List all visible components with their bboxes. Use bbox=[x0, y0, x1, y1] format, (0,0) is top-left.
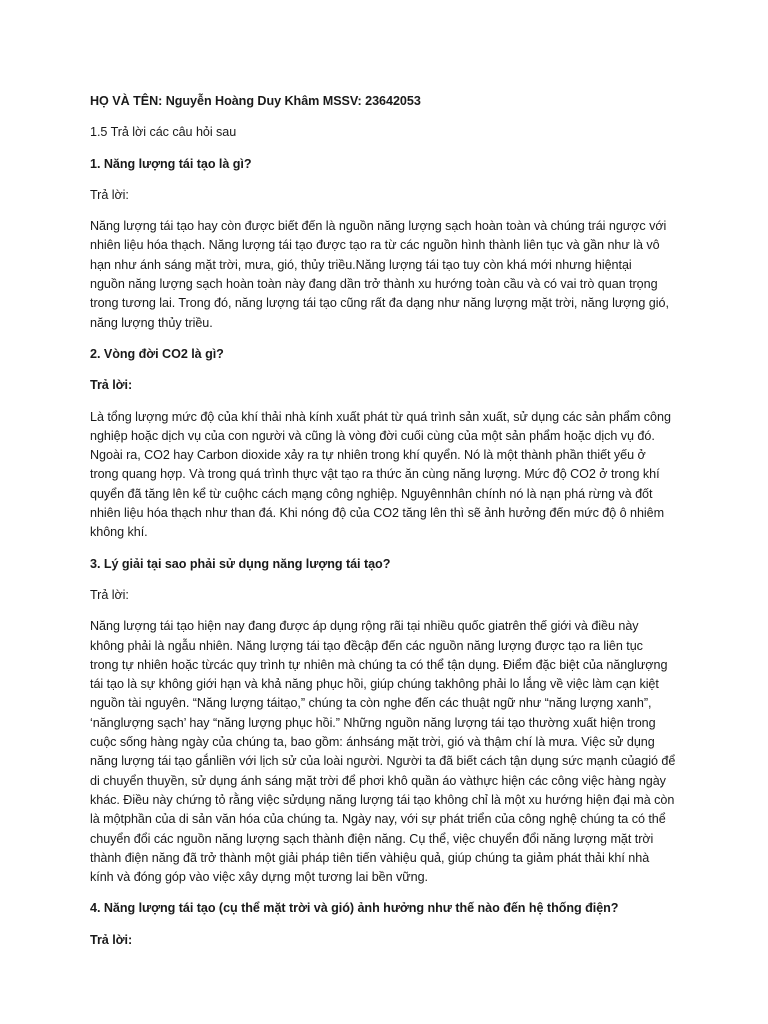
question-3-answer: Năng lượng tái tạo hiện nay đang được áp dụng rộng rãi tại nhiều quốc giatrên thế giới và điều này không phải là ngẫu nhiên. Năng lượng tái tạo đềcập đến các nguồn năng lượng được tạo ra liên tục trong tự nhiên hoặc từcác quy trình tự nhiên mà chúng ta có thể tận dụng. Điểm đặc biệt của nănglượng tái tạo là sự không giới hạn và khả năng phục hồi, giúp chúng takhông phải lo lắng về việc làm cạn kiệt nguồn tài nguyên. “Năng lượng táitạo,” chúng ta còn nghe đến các thuật ngữ như “năng lượng xanh”, ‘nănglượng sạch’ hay “năng lượng phục hồi.” Những nguồn năng lượng tái tạo thường xuất hiện trong cuộc sống hàng ngày của chúng ta, bao gồm: ánhsáng mặt trời, gió và thậm chí là mưa. Việc sử dụng năng lượng tái tạo gắnliền với lịch sử của loài người. Người ta đã biết cách tận dụng sức mạnh củagió để di chuyển thuyền, sử dụng ánh sáng mặt trời để phơi khô quần áo vàthực hiện các công việc hàng ngày khác. Điều này chứng tỏ rằng việc sửdụng năng lượng tái tạo không chỉ là một xu hướng hiện đại mà còn là mộtphần của di sản văn hóa của chúng ta. Ngày nay, với sự phát triển của công nghệ chúng ta có thể chuyển đổi các nguồn năng lượng sạch thành điện năng. Cụ thể, việc chuyển đổi năng lượng mặt trời thành điện năng đã trở thành một giải pháp tiên tiến vàhiệu quả, giúp chúng ta giảm phát thải khí nhà kính và đóng góp vào việc xây dựng một tương lai bền vững. bbox=[90, 619, 676, 885]
question-3-section bbox=[90, 555, 690, 888]
question-1-answer: Năng lượng tái tạo hay còn được biết đến là nguồn năng lượng sạch hoàn toàn và chúng trái ngược với nhiên liệu hóa thạch. Năng lượng tái tạo được tạo ra từ các nguồn hình thành liên tục và gần như là vô hạn như ánh sáng mặt trời, mưa, gió, thủy triều.Năng lượng tái tạo tuy còn khá mới nhưng hiệntại nguồn năng lượng sạch hoàn toàn này đang dần trở thành xu hướng toàn cầu và có vai trò quan trọng trong tương lai. Trong đó, năng lượng tái tạo cũng rất đa dạng như năng lượng mặt trời, năng lượng gió, năng lượng thủy triều. bbox=[90, 219, 669, 330]
instruction-text: 1.5 Trả lời các câu hỏi sau bbox=[90, 125, 237, 140]
document-page bbox=[90, 92, 690, 962]
question-1-answer-label: Trả lời: bbox=[90, 187, 129, 202]
question-1-section bbox=[90, 155, 690, 333]
question-2-answer: Là tổng lượng mức độ của khí thải nhà kính xuất phát từ quá trình sản xuất, sử dụng các sản phẩm công nghiệp hoặc dịch vụ của con người và cũng là vòng đời cuối cùng của một sản phẩm hoặc dịch vụ đó. Ngoài ra, CO2 hay Carbon dioxide xảy ra tự nhiên trong khí quyển. Nó là một thành phần thiết yếu ở trong quang hợp. Và trong quá trình thực vật tạo ra thức ăn cùng năng lượng. Mức độ CO2 ở trong khí quyển đã tăng lên kể từ cuộhc cách mạng công nghiệp. Nguyênnhân chính nó là nạn phá rừng và đốt nhiên liệu hóa thạch như than đá. Khi nóng độ của CO2 tăng lên thì sẽ ảnh hưởng đến mức độ ô nhiêm không khí. bbox=[90, 409, 671, 540]
question-1-title: 1. Năng lượng tái tạo là gì? bbox=[90, 156, 252, 171]
question-4-answer-label: Trả lời: bbox=[90, 932, 133, 947]
question-2-answer-label: Trả lời: bbox=[90, 378, 133, 393]
question-2-title: 2. Vòng đời CO2 là gì? bbox=[90, 346, 224, 361]
question-3-title: 3. Lý giải tại sao phải sử dụng năng lượng tái tạo? bbox=[90, 556, 391, 571]
student-header: HỌ VÀ TÊN: Nguyễn Hoàng Duy Khâm MSSV: 23642053 bbox=[90, 94, 421, 108]
question-2-section bbox=[90, 345, 690, 543]
question-3-answer-label: Trả lời: bbox=[90, 587, 129, 602]
question-4-section bbox=[90, 899, 690, 950]
question-4-title: 4. Năng lượng tái tạo (cụ thể mặt trời và gió) ảnh hưởng như thế nào đến hệ thống điện? bbox=[90, 901, 619, 916]
